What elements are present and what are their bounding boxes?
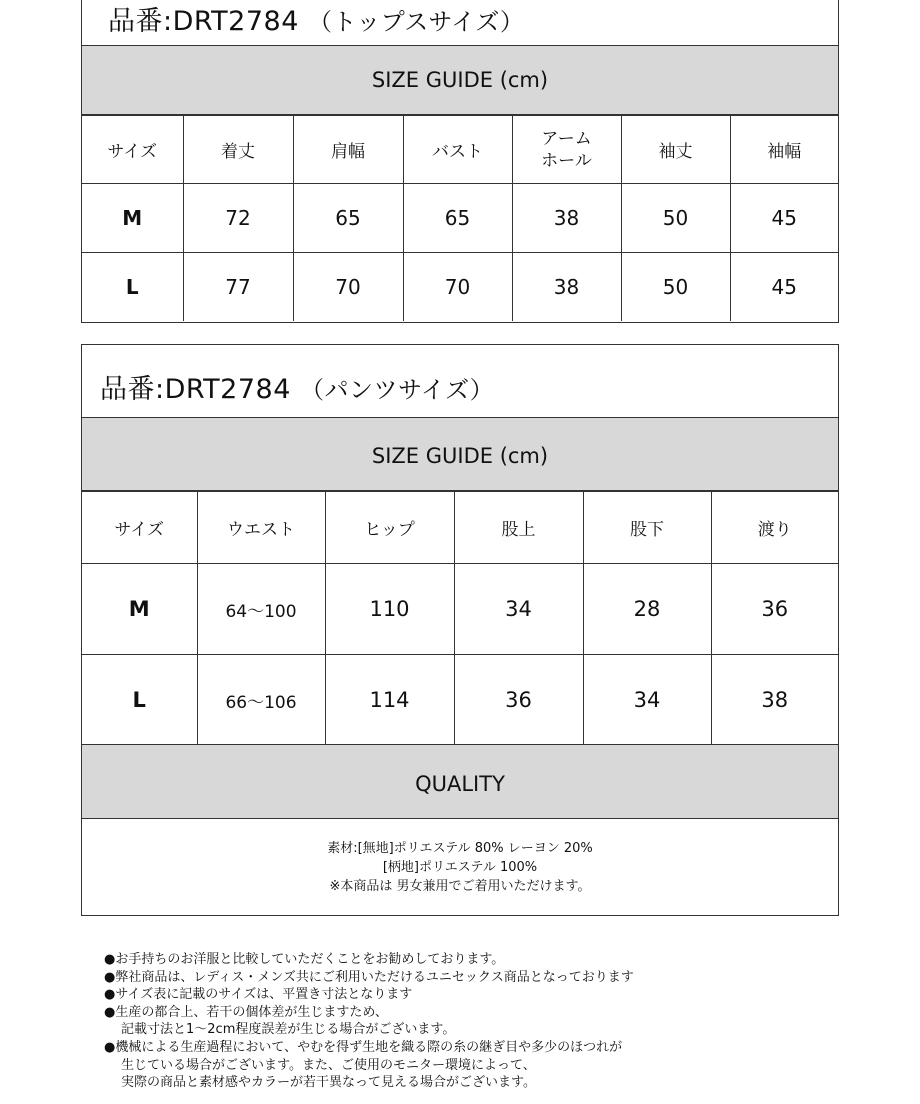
note-item: ●機械による生産過程において、やむを得ず生地を織る際の糸の継ぎ目や多少のほつれが: [104, 1039, 623, 1055]
pants-size-table: [82, 491, 838, 745]
note-item: ●弊社商品は、レディス・メンズ共にご利用いただけるユニセックス商品となっております: [104, 969, 634, 985]
tops-header-cell: 着丈: [183, 116, 293, 184]
tops-value-cell: 70: [403, 253, 512, 322]
tops-value-cell: 77: [183, 253, 293, 322]
pants-title-suffix: （パンツサイズ）: [299, 376, 495, 404]
pants-title-prefix: 品番: [100, 374, 155, 405]
pants-title-code: :DRT2784: [155, 374, 291, 405]
tops-value-cell: 50: [621, 253, 730, 322]
tops-table-row: [82, 184, 838, 253]
pants-header-cell: 股上: [454, 492, 583, 564]
tops-header-cell: 肩幅: [293, 116, 403, 184]
tops-table-row: [82, 253, 838, 322]
tops-header-cell: 袖丈: [621, 116, 730, 184]
unisex-note: ※本商品は 男女兼用でご着用いただけます。: [329, 879, 591, 894]
note-item: 実際の商品と素材感やカラーが若干異なって見える場合がございます。: [121, 1075, 536, 1091]
tops-header-cell: アーム ホール: [512, 116, 621, 184]
pants-header-cell: ウエスト: [197, 492, 325, 564]
pants-size-card: [81, 344, 839, 916]
tops-value-cell: 72: [183, 184, 293, 253]
pants-value-cell: 34: [454, 564, 583, 655]
pants-value-cell: 110: [325, 564, 454, 655]
tops-title-suffix: （トップスサイズ）: [307, 8, 525, 36]
quality-heading: QUALITY: [82, 744, 838, 819]
pants-table-row: [82, 655, 838, 746]
tops-header-cell: バスト: [403, 116, 512, 184]
pants-size-label: L: [82, 655, 197, 746]
tops-header-cell: 袖幅: [730, 116, 838, 184]
pants-table-row: [82, 564, 838, 655]
note-item: ●生産の都合上、若干の個体差が生じますため、: [104, 1004, 388, 1020]
tops-size-label: M: [82, 184, 183, 253]
tops-value-cell: 50: [621, 184, 730, 253]
pants-header-cell: 股下: [583, 492, 711, 564]
quality-description: [82, 839, 838, 896]
pants-size-guide-heading: SIZE GUIDE (cm): [82, 418, 838, 491]
tops-title-code: :DRT2784: [163, 6, 299, 37]
pants-size-label: M: [82, 564, 197, 655]
pants-header-cell: 渡り: [711, 492, 838, 564]
pants-title: [82, 345, 838, 418]
pants-value-cell: 38: [711, 655, 838, 746]
tops-size-label: L: [82, 253, 183, 322]
tops-header-cell: サイズ: [82, 116, 183, 184]
pants-value-cell: 114: [325, 655, 454, 746]
tops-size-table: [82, 115, 838, 321]
tops-value-cell: 45: [730, 253, 838, 322]
tops-value-cell: 65: [403, 184, 512, 253]
tops-value-cell: 45: [730, 184, 838, 253]
notes-list: [104, 951, 634, 1092]
tops-title: [82, 0, 838, 46]
pants-value-cell: 34: [583, 655, 711, 746]
pants-header-row: [82, 492, 838, 564]
tops-value-cell: 38: [512, 184, 621, 253]
note-item: 生じている場合がございます。また、ご使用のモニター環境によって、: [121, 1057, 536, 1073]
note-item: ●お手持ちのお洋服と比較していただくことをお勧めしております。: [104, 952, 505, 967]
tops-title-prefix: 品番: [108, 6, 163, 37]
note-item: 記載寸法と1～2cm程度誤差が生じる場合がございます。: [121, 1022, 456, 1038]
tops-value-cell: 38: [512, 253, 621, 322]
pants-value-cell: 36: [711, 564, 838, 655]
pants-value-cell: 36: [454, 655, 583, 746]
material-line: [柄地]ポリエステル 100%: [382, 860, 538, 875]
note-item: ●サイズ表に記載のサイズは、平置き寸法となります: [104, 987, 413, 1003]
pants-header-cell: サイズ: [82, 492, 197, 564]
material-line: 素材:[無地]ポリエステル 80% レーヨン 20%: [327, 841, 593, 856]
tops-size-guide-heading: SIZE GUIDE (cm): [82, 46, 838, 115]
pants-header-cell: ヒップ: [325, 492, 454, 564]
pants-value-cell: 28: [583, 564, 711, 655]
tops-size-card: [81, 0, 839, 323]
tops-value-cell: 65: [293, 184, 403, 253]
pants-value-cell: 66～106: [197, 655, 325, 746]
tops-header-row: [82, 116, 838, 184]
tops-value-cell: 70: [293, 253, 403, 322]
pants-value-cell: 64～100: [197, 564, 325, 655]
